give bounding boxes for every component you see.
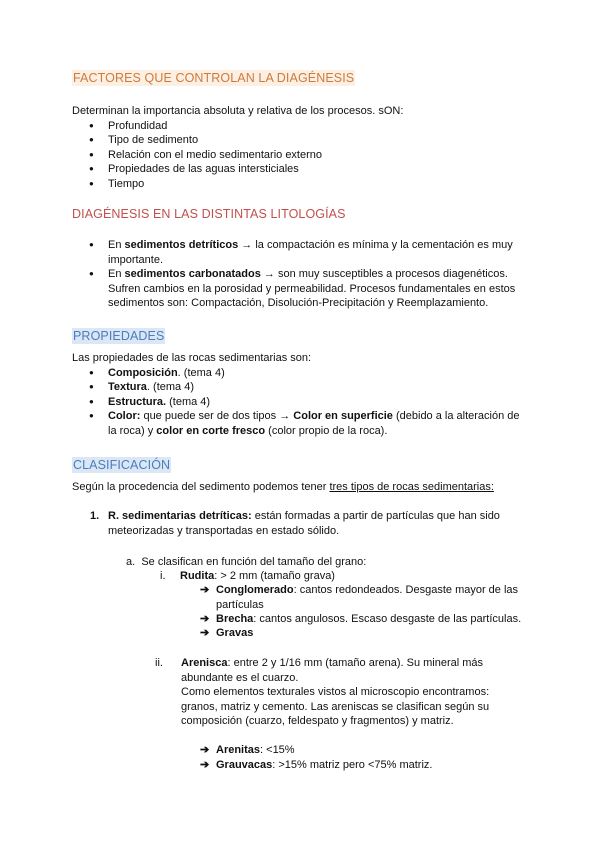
item-detriticas: 1. R. sedimentarias detríticas: están formadas a partir de partículas que han sido meteorizadas y transportadas en estado sólido. [90, 510, 500, 537]
propiedades-block [72, 351, 532, 438]
arenisca-grauvacas: ➔ Grauvacas: >15% matriz pero <75% matriz. [200, 759, 433, 771]
rudita-gravas: ➔ Gravas [200, 627, 254, 639]
arenisca-arenitas: ➔ Arenitas: <15% [200, 744, 295, 756]
list-item: ● Relación con el medio sedimentario externo [72, 148, 532, 163]
list-item: ● En sedimentos detríticos → la compactación es mínima y la cementación es muy importante. [72, 238, 532, 267]
list-item: ● Color: que puede ser de dos tipos → Color en superficie (debido a la alteración de la roca) y color en corte fresco (color propio de la roca). [72, 409, 532, 438]
arrow-icon: ➔ [200, 613, 210, 625]
sub-item-arenisca: ii. Arenisca: entre 2 y 1/16 mm (tamaño arena). Su mineral más abundante es el cuarzo. Como elementos texturales vistos al microscopio encontramos: granos, matriz y cemento. Las areniscas se clasifican según su composición (cuarzo, feldespato y fragmentos) y matriz. [155, 657, 490, 727]
heading-factores: FACTORES QUE CONTROLAN LA DIAGÉNESIS [73, 71, 355, 85]
propiedades-list [72, 366, 532, 439]
factores-block [72, 104, 532, 191]
clasificacion-intro: Según la procedencia del sedimento podemos tener tres tipos de rocas sedimentarias: [72, 481, 494, 493]
list-item: ● Propiedades de las aguas intersticiales [72, 162, 532, 177]
list-item: ● Textura. (tema 4) [72, 380, 532, 395]
term-detriticos: sedimentos detríticos [124, 239, 239, 251]
term-carbonatados: sedimentos carbonatados [124, 268, 261, 280]
factores-list [72, 119, 532, 192]
list-item: ● Composición. (tema 4) [72, 366, 532, 381]
propiedades-intro: Las propiedades de las rocas sedimentarias son: [72, 352, 312, 364]
heading-propiedades: PROPIEDADES [73, 329, 165, 343]
sub-item-a: a. Se clasifican en función del tamaño del grano: [126, 556, 367, 568]
arrow-icon: ➔ [200, 584, 210, 596]
list-item: ● Estructura. (tema 4) [72, 395, 532, 410]
item-number: 1. [90, 510, 100, 522]
heading-clasificacion: CLASIFICACIÓN [73, 458, 171, 472]
list-item: ● Tipo de sedimento [72, 133, 532, 148]
litologias-block [72, 238, 532, 311]
rudita-conglomerado: ➔ Conglomerado: cantos redondeados. Desgaste mayor de las partículas [200, 584, 519, 611]
rudita-brecha: ➔ Brecha: cantos angulosos. Escaso desgaste de las partículas. [200, 613, 522, 625]
list-item: ● En sedimentos carbonatados → son muy susceptibles a procesos diagenéticos. Sufren cambios en la porosidad y permeabilidad. Procesos fundamentales en estos sedimentos son: Compactación, Disolución-Precipitación y Reemplazamiento. [72, 267, 532, 311]
heading-litologias: DIAGÉNESIS EN LAS DISTINTAS LITOLOGÍAS [72, 207, 346, 221]
sub-item-rudita: i. Rudita: > 2 mm (tamaño grava) [160, 570, 335, 582]
arrow-icon: ➔ [200, 744, 210, 756]
list-item: ● Profundidad [72, 119, 532, 134]
arrow-icon: ➔ [200, 759, 210, 771]
factores-intro: Determinan la importancia absoluta y relativa de los procesos. sON: [72, 105, 404, 117]
litologias-list [72, 238, 532, 311]
list-item: ● Tiempo [72, 177, 532, 192]
arrow-icon: ➔ [200, 627, 210, 639]
